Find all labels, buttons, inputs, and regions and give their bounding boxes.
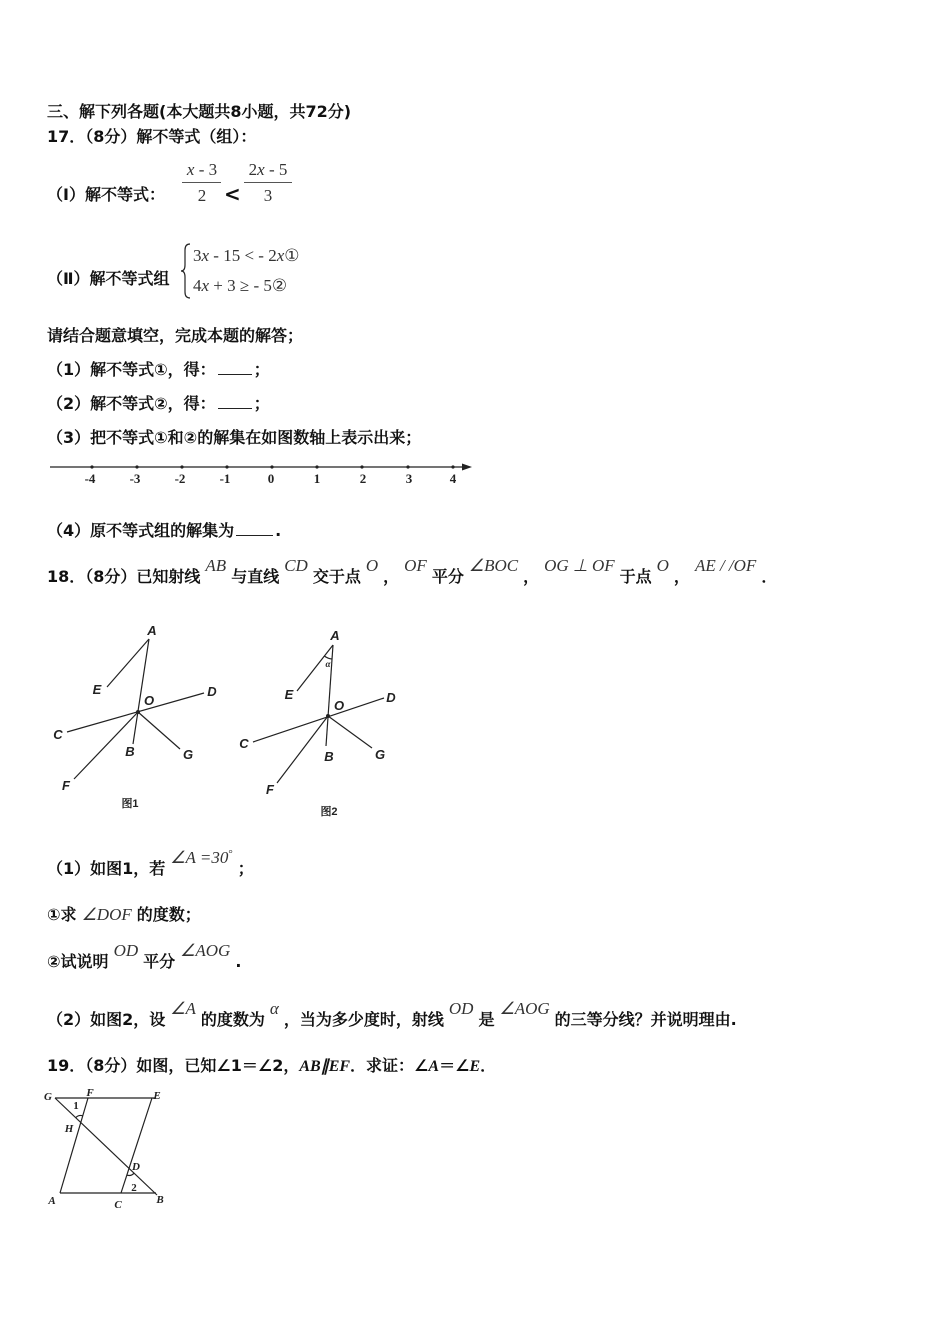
variable-x: x (276, 246, 285, 265)
label-g: G (44, 1091, 52, 1103)
tick-label: 4 (449, 471, 457, 486)
math-ae-parallel-of: AE / /OF (694, 556, 757, 575)
label-d: D (386, 690, 396, 705)
numerator-constant: - 3 (194, 160, 218, 179)
variable-x: x (201, 276, 210, 295)
part1b-text: 平分 (143, 952, 176, 971)
math-od: OD (113, 941, 139, 960)
q19-stem (47, 1055, 496, 1077)
label-c: C (53, 727, 63, 742)
circled-one: ① (284, 246, 300, 265)
label-d: D (207, 684, 217, 699)
label-a: A (147, 623, 157, 638)
label-g: G (182, 747, 194, 762)
tick-mark (451, 465, 454, 468)
tick-mark (406, 465, 409, 468)
q17-part1-right-numerator (244, 160, 292, 180)
tick-mark (315, 465, 318, 468)
system-brace (180, 242, 194, 300)
q17-step2 (47, 393, 270, 415)
stem-text: 18．（8分）已知射线 (47, 567, 201, 586)
q18-part1 (47, 848, 254, 880)
part1a-end: 的度数； (136, 905, 201, 924)
tick-label: -1 (219, 471, 231, 486)
tick-mark (135, 465, 138, 468)
tick-label: -2 (174, 471, 186, 486)
tick-label: 0 (267, 471, 275, 486)
q17-instruction: 请结合题意填空，完成本题的解答； (47, 326, 304, 345)
figure-2-caption: 图2 (320, 806, 338, 818)
part2-text: 是 (478, 1010, 495, 1029)
stem-comma: ， (383, 567, 400, 586)
math-cd: CD (284, 556, 308, 575)
stem-text: 平分 (431, 567, 464, 586)
label-a: A (330, 628, 340, 643)
label-c: C (114, 1199, 122, 1211)
math-angle-boc: ∠BOC (468, 556, 519, 575)
stem-text: 交于点 (312, 567, 361, 586)
segment-ce (121, 1098, 152, 1193)
q17-step4 (47, 520, 281, 542)
part2-text: ，当为多少度时，射线 (283, 1010, 444, 1029)
point-o (136, 710, 140, 714)
math-a: A (428, 1058, 440, 1075)
q17-part2-label: （Ⅱ）解不等式组 (47, 269, 170, 288)
math-angle-aog: ∠AOG (499, 999, 550, 1018)
label-angle-1: 1 (73, 1100, 79, 1112)
inequality-middle: - 15 < - 2 (209, 246, 277, 265)
stem-comma: ， (523, 567, 540, 586)
q18-part2 (47, 999, 737, 1031)
tick-mark (360, 465, 363, 468)
label-f: F (266, 782, 274, 797)
label-e: E (153, 1090, 161, 1102)
figure-2 (235, 620, 415, 820)
q17-part1-left-denominator (183, 186, 221, 206)
part1b-text: ②试说明 (47, 952, 109, 971)
stem-text: 与直线 (231, 567, 280, 586)
figure-1-caption: 图1 (121, 798, 139, 810)
q19-text: ．求证：∠ (350, 1056, 429, 1075)
q17-part1-right-denominator (244, 186, 292, 206)
fraction-bar-left (182, 182, 221, 183)
q17-part1-left-numerator (183, 160, 221, 180)
q17-part1-label: （Ⅰ）解不等式： (47, 185, 165, 204)
tick-label: -4 (84, 471, 96, 486)
circled-two: ② (271, 276, 288, 295)
ray-of (277, 716, 328, 783)
part2-text: 的度数为 (200, 1010, 265, 1029)
tick-mark (225, 465, 228, 468)
fraction-bar-right (244, 182, 292, 183)
label-angle-2: 2 (131, 1182, 137, 1194)
figure-3 (40, 1085, 175, 1210)
segment-af (60, 1098, 88, 1193)
ray-og (138, 712, 180, 749)
label-g: G (374, 747, 386, 762)
stem-end: ． (761, 567, 778, 586)
denominator: 2 (197, 186, 207, 205)
q17-step3: （3）把不等式①和②的解集在如图数轴上表示出来； (47, 428, 422, 447)
tick-label: -3 (129, 471, 141, 486)
step4-end: . (275, 521, 282, 540)
stem-text: 于点 (619, 567, 652, 586)
less-than-sign: < (224, 182, 241, 206)
degree-sign: ° (228, 848, 233, 860)
label-o: O (143, 693, 155, 708)
curly-brace-shape (181, 244, 190, 298)
label-d: D (132, 1161, 140, 1173)
math-angle-aog: ∠AOG (180, 941, 231, 960)
coefficient: 3 (193, 246, 202, 265)
figure-1 (40, 620, 230, 820)
step1-end: ； (253, 360, 270, 379)
label-f: F (62, 778, 70, 793)
inequality-rest: + 3 ≥ - 5 (209, 276, 272, 295)
q17-step1 (47, 359, 270, 381)
label-a: A (48, 1195, 56, 1207)
math-alpha: α (269, 999, 279, 1018)
part1b-end: . (235, 952, 242, 971)
q17-title: 17．（8分）解不等式（组）： (47, 127, 257, 146)
inequality-1 (193, 246, 300, 266)
step1-text: （1）解不等式①，得： (47, 360, 216, 379)
tick-label: 3 (405, 471, 413, 486)
math-o: O (656, 556, 669, 575)
q19-text: ＝∠ (439, 1056, 470, 1075)
denominator: 3 (263, 186, 273, 205)
math-og-perp-of: OG ⊥ OF (544, 556, 615, 575)
tick-mark (180, 465, 183, 468)
math-of: OF (404, 556, 427, 575)
coefficient: 4 (193, 276, 202, 295)
part1-text: （1）如图1，若 (47, 859, 166, 878)
line-cd (253, 698, 384, 742)
label-f: F (86, 1087, 94, 1099)
math-o: O (365, 556, 379, 575)
math-angle-a: ∠A (170, 999, 196, 1018)
label-b: B (125, 744, 135, 759)
angle-value: ∠A =30 (170, 848, 229, 867)
label-e: E (92, 682, 102, 697)
label-c: C (239, 736, 249, 751)
part1a-text: ①求 (47, 905, 77, 924)
math-ab-parallel-ef: AB∥EF (299, 1058, 351, 1075)
step2-end: ； (253, 394, 270, 413)
inequality-2 (193, 276, 287, 296)
variable-x: x (201, 246, 210, 265)
tick-mark (270, 465, 273, 468)
ray-og (328, 716, 372, 748)
label-b: B (324, 749, 334, 764)
math-e: E (469, 1058, 481, 1075)
number-line (0, 452, 490, 492)
tick-label: 1 (313, 471, 321, 486)
tick-mark (90, 465, 93, 468)
q19-end: ． (480, 1056, 497, 1075)
variable-x: x (186, 160, 195, 179)
angle-alpha-label: α (325, 659, 331, 669)
answer-blank-4 (236, 521, 273, 536)
q18-part1a (47, 904, 201, 926)
label-h: H (64, 1123, 74, 1135)
label-b: B (156, 1194, 164, 1206)
number-line-arrow (462, 464, 472, 471)
tick-label: 2 (359, 471, 367, 486)
label-o: O (333, 698, 345, 713)
math-od: OD (448, 999, 474, 1018)
answer-blank-1 (218, 360, 252, 375)
label-e: E (284, 687, 294, 702)
math-ab: AB (205, 556, 227, 575)
q19-text: 19．（8分）如图，已知∠1＝∠2， (47, 1056, 300, 1075)
variable-x: x (257, 160, 265, 179)
part2-end: 的三等分线？并说明理由. (554, 1010, 737, 1029)
part2-text: （2）如图2，设 (47, 1010, 166, 1029)
stem-comma: ， (673, 567, 690, 586)
segment-gb (55, 1098, 157, 1195)
q18-stem (47, 556, 778, 588)
part1-end: ； (237, 859, 254, 878)
math-angle-a-30 (170, 848, 232, 867)
coefficient: 2 (248, 160, 258, 179)
answer-blank-2 (218, 394, 252, 409)
section-title: 三、解下列各题(本大题共8小题，共72分) (47, 102, 352, 121)
step4-text: （4）原不等式组的解集为 (47, 521, 235, 540)
step2-text: （2）解不等式②，得： (47, 394, 216, 413)
point-o (326, 714, 330, 718)
q18-part1b (47, 941, 242, 973)
math-angle-dof: ∠DOF (81, 905, 132, 924)
numerator-constant: - 5 (264, 160, 288, 179)
